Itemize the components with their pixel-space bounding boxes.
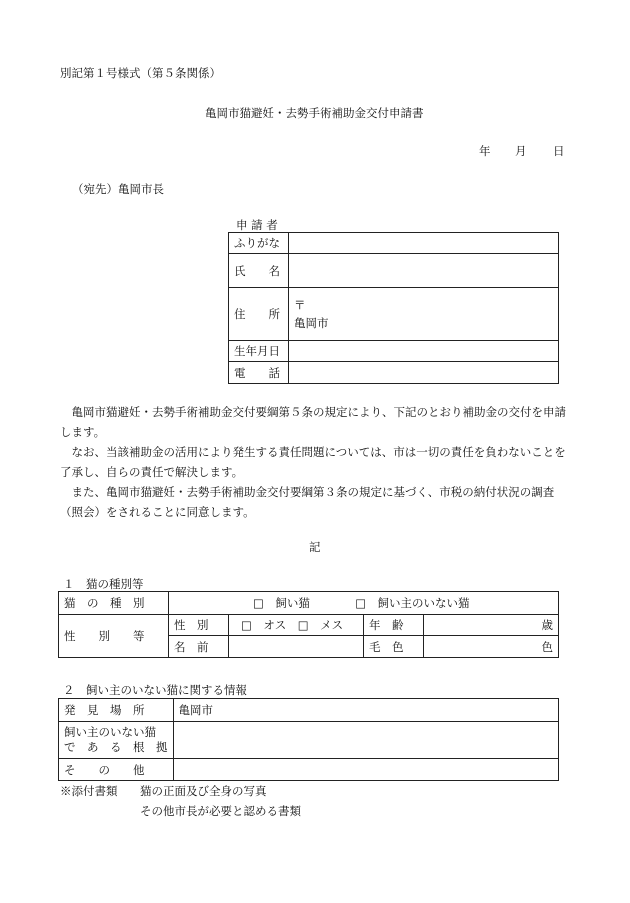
other-label: そ の 他: [59, 759, 174, 781]
cat-name-field[interactable]: [229, 636, 364, 658]
body-paragraph-3: また、亀岡市猫避妊・去勢手術補助金交付要綱第３条の規定に基づく、市税の納付状況の調査（照会）をされることに同意します。: [60, 485, 555, 519]
cat-info-table: [58, 591, 559, 658]
furigana-label: ふりがな: [229, 233, 289, 254]
option-owned-cat[interactable]: □ 飼い猫: [253, 596, 310, 610]
age-unit: 歳: [541, 618, 553, 632]
attachments-label: ※添付書類: [60, 784, 118, 798]
form-number-label: 別記第１号様式（第５条関係）: [60, 66, 221, 80]
cat-name-label: 名 前: [169, 636, 229, 658]
place-found-field[interactable]: [173, 699, 559, 722]
address-prefill: 亀岡市: [294, 316, 329, 330]
addressee: （宛先）亀岡市長: [72, 182, 164, 196]
color-label: 毛 色: [364, 636, 424, 658]
phone-field[interactable]: [289, 362, 559, 384]
phone-label: 電 話: [229, 362, 289, 384]
birthdate-label: 生年月日: [229, 341, 289, 362]
body-paragraph-1: 亀岡市猫避妊・去勢手術補助金交付要綱第５条の規定により、下記のとおり補助金の交付を申請します。: [60, 405, 566, 439]
address-field[interactable]: [289, 288, 559, 341]
applicant-caption: 申 請 者: [236, 218, 278, 232]
option-ownerless-cat[interactable]: □ 飼い主のいない猫: [355, 596, 470, 610]
date-year: 年: [479, 144, 491, 158]
body-text: [60, 402, 570, 522]
sex-label: 性 別: [169, 615, 229, 636]
place-found-label: 発 見 場 所: [59, 699, 174, 722]
section1-heading: １ 猫の種別等: [63, 577, 144, 591]
cat-type-label: 猫 の 種 別: [59, 592, 169, 615]
furigana-field[interactable]: [289, 233, 559, 254]
section2-heading: ２ 飼い主のいない猫に関する情報: [63, 683, 247, 697]
place-prefill: 亀岡市: [178, 703, 213, 717]
birthdate-field[interactable]: [289, 341, 559, 362]
document-title: 亀岡市猫避妊・去勢手術補助金交付申請書: [205, 106, 424, 120]
color-unit: 色: [541, 639, 553, 654]
applicant-table: [228, 232, 559, 384]
reason-field[interactable]: [173, 722, 559, 759]
age-label: 年 齢: [364, 615, 424, 636]
ownerless-cat-table: [58, 698, 559, 781]
cat-type-options: [169, 592, 559, 615]
sex-group-label: 性 別 等: [59, 615, 169, 658]
reason-label: 飼い主のいない猫 で あ る 根 拠: [59, 722, 174, 759]
other-field[interactable]: [173, 759, 559, 781]
ki-heading: 記: [309, 540, 321, 554]
name-field[interactable]: [289, 254, 559, 288]
age-field[interactable]: [424, 615, 559, 636]
sex-options[interactable]: □ オス □ メス: [229, 615, 364, 636]
date-day: 日: [553, 144, 565, 158]
date-month: 月: [515, 144, 527, 158]
body-paragraph-2: なお、当該補助金の活用により発生する責任問題については、市は一切の責任を負わないことを了承し、自らの責任で解決します。: [60, 445, 566, 479]
attachment-item-1: 猫の正面及び全身の写真: [140, 784, 267, 798]
address-label: 住 所: [229, 288, 289, 341]
postal-mark: 〒: [294, 298, 306, 312]
name-label: 氏 名: [229, 254, 289, 288]
color-field[interactable]: [424, 636, 559, 658]
attachment-item-2: その他市長が必要と認める書類: [140, 804, 301, 818]
